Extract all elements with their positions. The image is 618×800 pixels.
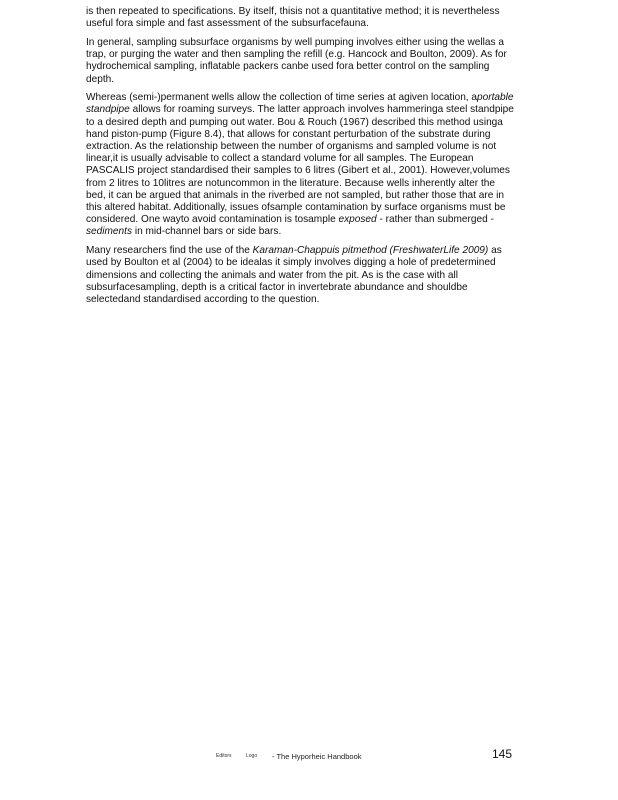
footer-title: - The Hyporheic Handbook xyxy=(272,752,362,761)
page-footer xyxy=(0,747,618,765)
italic-text: exposed xyxy=(338,214,377,226)
paragraph xyxy=(86,37,516,86)
paragraph xyxy=(86,245,516,306)
page-number: 145 xyxy=(492,747,513,761)
text-segment: - rather than submerged - xyxy=(376,214,494,226)
text-segment: Many researchers find the use of the xyxy=(86,245,253,257)
italic-text: Karaman-Chappuis pitmethod (FreshwaterLife 2009) xyxy=(252,245,489,257)
body-text xyxy=(86,6,516,313)
text-segment: in mid-channel bars or side bars. xyxy=(132,226,282,238)
footer-logo-mark: Logo xyxy=(246,753,258,759)
text-segment: allows for roaming surveys. The latter approach involves hammeringa steel standpipe to a desired depth and pumping out water. Bou & Rouch (1967) described this method usinga hand piston-pump (Figure 8.4), that allows for constant perturbation of the substrate during extraction. As the relationship between the number of organisms and sampled volume is not linear,it is usually advisable to collect a standard volume for all samples. The European PASCALIS project standardised their samples to 6 litres (Gibert et al., 2001). However,volumes from 2 litres to 10litres are notuncommon in the literature. Because wells inherently alter the bed, it can be argued that animals in the riverbed are not sampled, but rather those that are in this altered habitat. Additionally, issues ofsample contamination by surface organisms must be considered. One wayto avoid contamination is tosample xyxy=(86,104,514,226)
paragraph xyxy=(86,92,516,238)
italic-text: portable standpipe xyxy=(86,92,514,116)
italic-text: sediments xyxy=(86,226,133,238)
footer-editors-mark: Editors xyxy=(216,753,232,759)
paragraph xyxy=(86,6,516,30)
text-segment: as used by Boulton et al (2004) to be idealas it simply involves digging a hole of predetermined dimensions and collecting the animals and water from the pit. As is the case with all subsurfacesampling, depth is a critical factor in invertebrate abundance and shouldbe selectedand standardised according to the question. xyxy=(86,245,502,305)
text-segment: In general, sampling subsurface organisms by well pumping involves either using the wellas a trap, or purging the water and then sampling the refill (e.g. Hancock and Boulton, 2009). As for hydrochemical sampling, inflatable packers canbe used fora better control on the sampling depth. xyxy=(86,36,507,85)
text-segment: is then repeated to specifications. By itself, thisis not a quantitative method; it is nevertheless useful fora simple and fast assessment of the subsurfacefauna. xyxy=(86,6,500,30)
text-segment: Whereas (semi-)permanent wells allow the collection of time series at agiven location, a xyxy=(86,92,478,104)
